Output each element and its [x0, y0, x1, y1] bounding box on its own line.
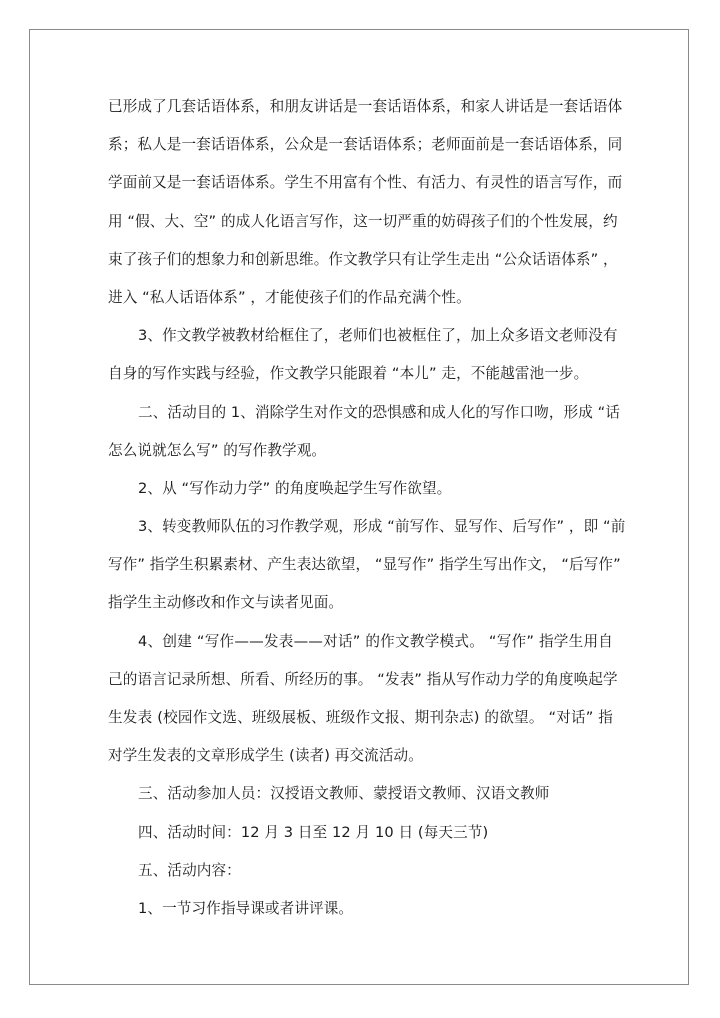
text-line: 进入 “私人话语体系” ，才能使孩子们的作品充满个性。	[108, 288, 471, 306]
text-line: 怎么说就怎么写” 的写作教学观。	[108, 441, 327, 459]
text-line: 学面前又是一套话语体系。学生不用富有个性、有活力、有灵性的语言写作，而	[108, 174, 623, 192]
paragraph-start-line: 3、作文教学被教材给框住了，老师们也被框住了，加上众多语文老师没有	[138, 327, 618, 345]
list-item-4: 4、创建 “写作——发表——对话” 的作文教学模式。 “写作” 指学生用自	[138, 632, 613, 650]
text-line: 指学生主动修改和作文与读者见面。	[108, 594, 344, 612]
list-item-2: 2、从 “写作动力学” 的角度唤起学生写作欲望。	[138, 479, 452, 497]
list-item-3: 3、转变教师队伍的习作教学观，形成 “前写作、显写作、后写作” ，即 “前	[138, 518, 626, 536]
text-line: 已形成了几套话语体系，和朋友讲话是一套话语体系，和家人讲话是一套话语体	[108, 98, 623, 115]
text-line: 己的语言记录所想、所看、所经历的事。 “发表” 指从写作动力学的角度唤起学	[108, 670, 618, 688]
text-line: 用 “假、大、空” 的成人化语言写作，这一切严重的妨碍孩子们的个性发展，约	[108, 212, 618, 230]
text-line: 对学生发表的文章形成学生 (读者) 再交流活动。	[108, 747, 423, 765]
section-heading-activity-content: 五、活动内容：	[138, 861, 241, 879]
text-line: 写作” 指学生积累素材、产生表达欲望， “显写作” 指学生写出作文， “后写作”	[108, 556, 621, 574]
text-line: 束了孩子们的想象力和创新思维。作文教学只有让学生走出 “公众话语体系” ，	[108, 250, 618, 268]
section-heading-participants: 三、活动参加人员：汉授语文教师、蒙授语文教师、汉语文教师	[138, 785, 550, 803]
list-item-1: 1、一节习作指导课或者讲评课。	[138, 899, 354, 917]
text-line: 生发表 (校园作文选、班级展板、班级作文报、期刊杂志) 的欲望。 “对话” 指	[108, 709, 613, 726]
text-line: 自身的写作实践与经验，作文教学只能跟着 “本儿” 走，不能越雷池一步。	[108, 365, 589, 383]
text-line: 系；私人是一套话语体系，公众是一套话语体系；老师面前是一套话语体系，同	[108, 136, 623, 154]
document-body	[108, 88, 626, 928]
section-heading-activity-purpose: 二、活动目的 1、消除学生对作文的恐惧感和成人化的写作口吻，形成 “话	[138, 403, 621, 421]
section-heading-activity-time: 四、活动时间：12 月 3 日至 12 月 10 日 (每天三节)	[138, 823, 489, 841]
